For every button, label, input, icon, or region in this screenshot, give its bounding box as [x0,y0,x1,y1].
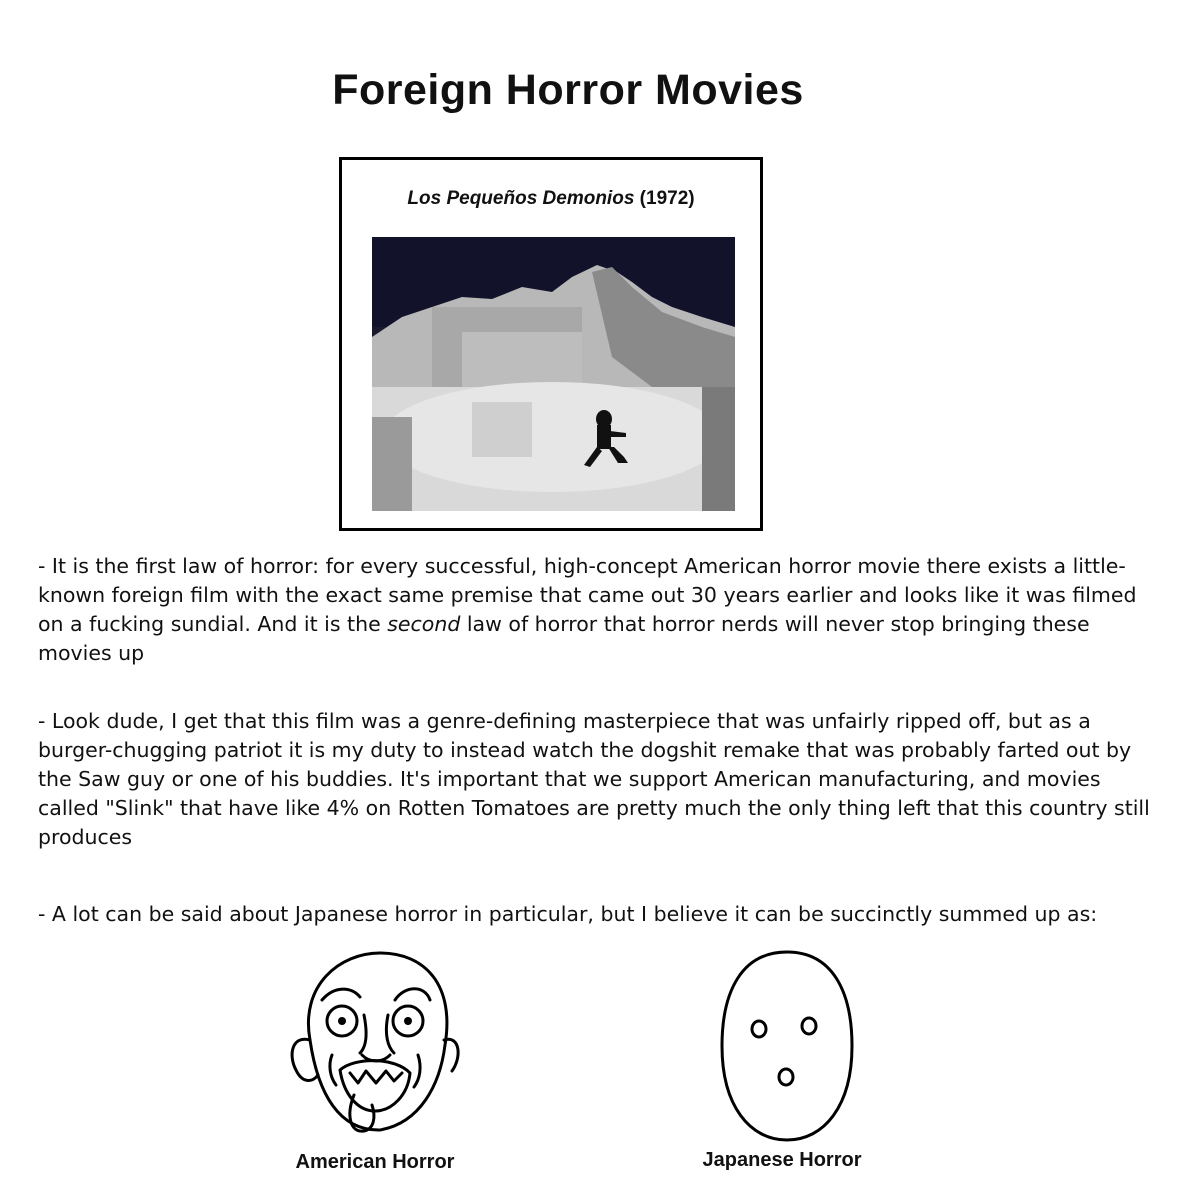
japanese-horror-label: Japanese Horror [702,1149,862,1171]
movie-year: (1972) [639,188,695,209]
paragraph-2: - Look dude, I get that this film was a genre-defining masterpiece that was unfairly ripped off, but as a burger-chugging patriot it is my duty to instead watch the dogshit remake that was probably farted out by the Saw guy or one of his buddies. It's important that we support American manufacturing, and movies called "Slink" that have like 4% on Rotten Tomatoes are pretty much the only thing left that this country still produces [38,709,1150,849]
movie-title-italic: Los Pequeños Demonios [407,188,635,209]
movie-still-image [372,237,735,511]
movie-caption [342,188,760,210]
paragraph-1 [38,552,1158,668]
paragraph-3: - A lot can be said about Japanese horror in particular, but I believe it can be succinctly summed up as: [38,902,1098,926]
american-horror-face-icon [280,945,470,1145]
paragraph-1-text-b: law of horror that horror nerds will never stop bringing these movies up [38,612,1090,665]
japanese-horror-face-icon [712,946,862,1146]
paragraph-1-emphasis: second [387,612,461,636]
paragraph-1-text-a: - It is the first law of horror: for every successful, high-concept American horror movie there exists a little-known foreign film with the exact same premise that came out 30 years earlier and looks like it was filmed on a fucking sundial. And it is the [38,554,1137,636]
american-horror-label: American Horror [295,1151,455,1173]
movie-still-frame [339,157,763,531]
page-title: Foreign Horror Movies [332,66,804,114]
